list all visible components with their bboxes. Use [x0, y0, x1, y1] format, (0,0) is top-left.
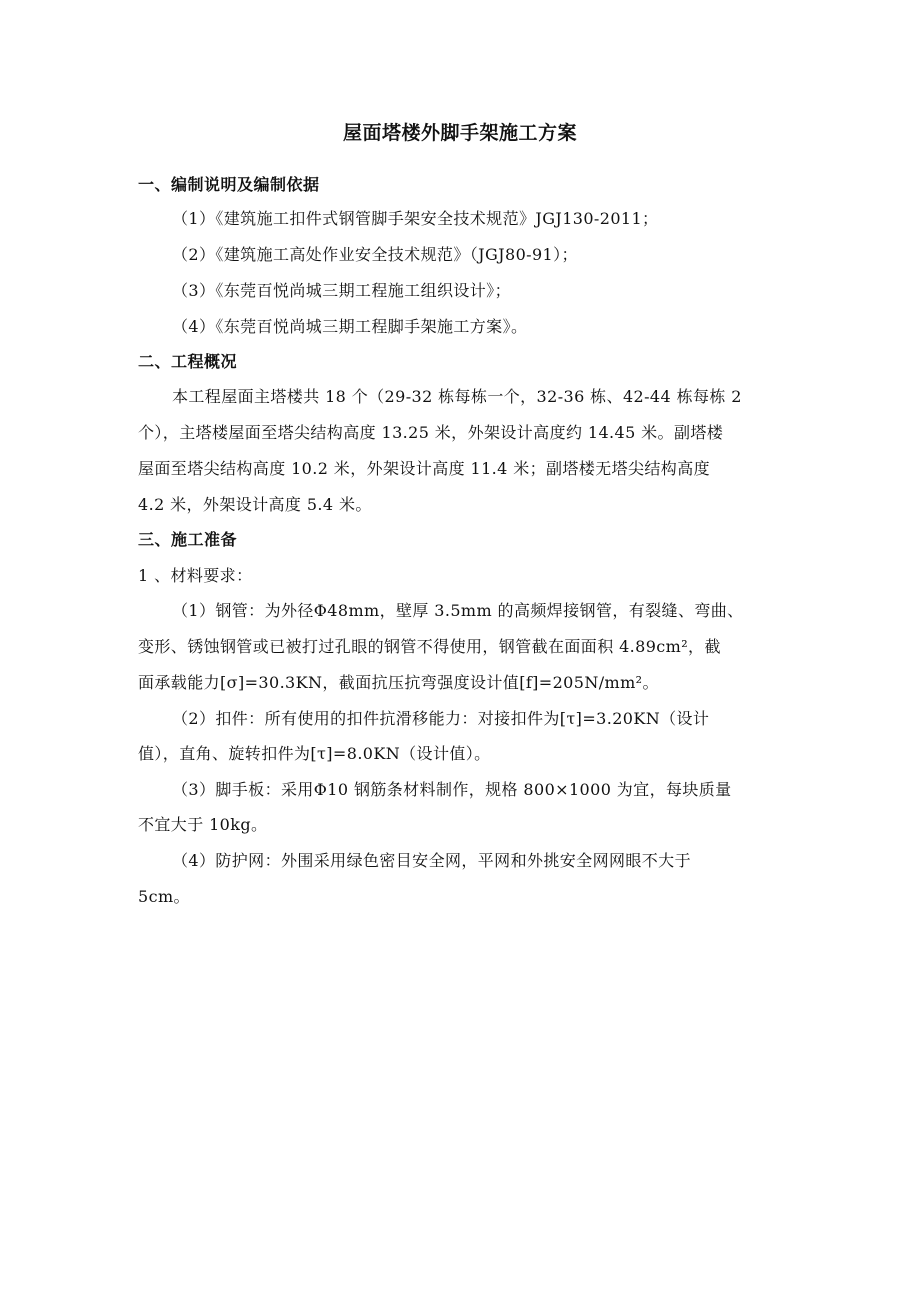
subsection-label: 1 、材料要求：: [138, 566, 253, 585]
reference-item: （3）《东莞百悦尚城三期工程施工组织设计》；: [172, 281, 511, 300]
section-heading-1: 一、编制说明及编制依据: [138, 175, 320, 194]
paragraph-line: 个），主塔楼屋面至塔尖结构高度 13.25 米，外架设计高度约 14.45 米。副塔楼: [138, 423, 724, 442]
section-heading-2: 二、工程概况: [138, 352, 238, 371]
paragraph-line: 变形、锈蚀钢管或已被打过孔眼的钢管不得使用，钢管截在面面积 4.89cm²，截: [138, 637, 721, 656]
paragraph-line: 不宜大于 10kg。: [138, 815, 268, 834]
section-heading-3: 三、施工准备: [138, 530, 238, 549]
paragraph-line: 本工程屋面主塔楼共 18 个（29-32 栋每栋一个，32-36 栋、42-44 栋每栋 2: [172, 387, 742, 406]
paragraph-line: 4.2 米，外架设计高度 5.4 米。: [138, 495, 372, 514]
paragraph-line: （4）防护网：外围采用绿色密目安全网，平网和外挑安全网网眼不大于: [172, 851, 691, 870]
document-title: 屋面塔楼外脚手架施工方案: [342, 122, 577, 144]
paragraph-line: 面承载能力[σ]=30.3KN，截面抗压抗弯强度设计值[f]=205N/mm²。: [138, 673, 659, 692]
paragraph-line: （1）钢管：为外径Φ48mm，壁厚 3.5mm 的高频焊接钢管，有裂缝、弯曲、: [172, 601, 744, 620]
reference-item: （4）《东莞百悦尚城三期工程脚手架施工方案》。: [172, 317, 528, 336]
reference-item: （1）《建筑施工扣件式钢管脚手架安全技术规范》JGJ130-2011；: [172, 209, 659, 228]
paragraph-line: （2）扣件：所有使用的扣件抗滑移能力：对接扣件为[τ]=3.20KN（设计: [172, 709, 710, 728]
paragraph-line: 5cm。: [138, 887, 190, 906]
paragraph-line: 值），直角、旋转扣件为[τ]=8.0KN（设计值）。: [138, 744, 491, 763]
reference-item: （2）《建筑施工高处作业安全技术规范》（JGJ80-91）；: [172, 245, 578, 264]
paragraph-line: 屋面至塔尖结构高度 10.2 米，外架设计高度 11.4 米；副塔楼无塔尖结构高度: [138, 459, 710, 478]
paragraph-line: （3）脚手板：采用Φ10 钢筋条材料制作，规格 800×1000 为宜，每块质量: [172, 780, 732, 799]
